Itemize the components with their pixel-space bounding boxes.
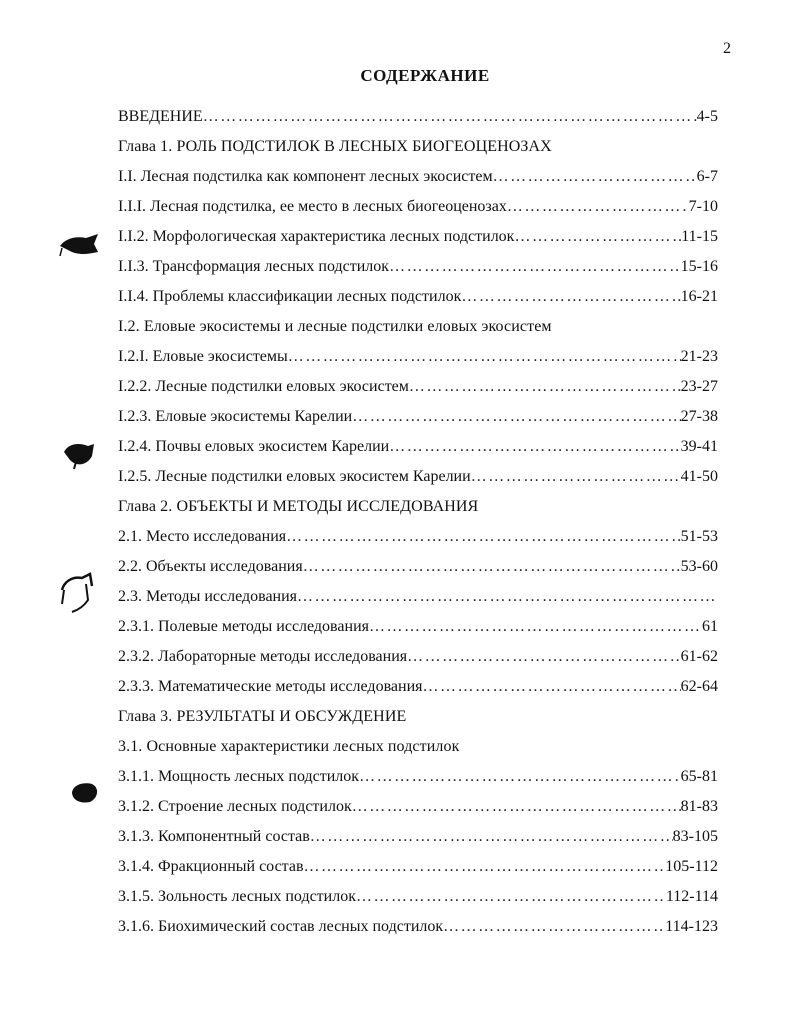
toc-heading bbox=[118, 492, 718, 522]
dot-leader bbox=[203, 102, 697, 132]
entry-label: I.I. Лесная подстилка как компонент лесных экосистем bbox=[118, 168, 493, 185]
toc-entry bbox=[118, 642, 718, 672]
entry-label: Глава 3. РЕЗУЛЬТАТЫ И ОБСУЖДЕНИЕ bbox=[118, 708, 407, 725]
entry-pages: 112-114 bbox=[665, 888, 718, 905]
dot-leader bbox=[356, 882, 666, 912]
entry-pages: 65-81 bbox=[680, 768, 718, 785]
entry-label: 3.1.3. Компонентный состав bbox=[118, 828, 310, 845]
entry-label: I.I.3. Трансформация лесных подстилок bbox=[118, 258, 390, 275]
ink-blot-2 bbox=[62, 440, 96, 470]
toc-entry bbox=[118, 552, 718, 582]
dot-leader bbox=[407, 642, 681, 672]
toc-entry bbox=[118, 342, 718, 372]
entry-label: I.2.I. Еловые экосистемы bbox=[118, 348, 288, 365]
toc-entry bbox=[118, 612, 718, 642]
entry-pages: 15-16 bbox=[680, 258, 718, 275]
dot-leader bbox=[443, 912, 665, 942]
entry-label: 3.1.6. Биохимический состав лесных подстилок bbox=[118, 918, 444, 935]
toc-entry bbox=[118, 672, 718, 702]
dot-leader bbox=[304, 852, 666, 882]
entry-pages: 21-23 bbox=[680, 348, 718, 365]
dot-leader bbox=[352, 792, 681, 822]
dot-leader bbox=[389, 432, 680, 462]
dot-leader bbox=[286, 522, 681, 552]
entry-pages: 16-21 bbox=[680, 288, 718, 305]
entry-pages: 83-105 bbox=[672, 828, 718, 845]
toc-entry bbox=[118, 522, 718, 552]
ink-blot-3 bbox=[70, 780, 100, 804]
entry-pages: 105-112 bbox=[665, 858, 718, 875]
entry-pages: 61-62 bbox=[680, 648, 718, 665]
entry-pages: 27-38 bbox=[680, 408, 718, 425]
dot-leader bbox=[461, 282, 680, 312]
dot-leader bbox=[423, 672, 681, 702]
entry-pages: 61 bbox=[702, 618, 718, 635]
toc-entry bbox=[118, 282, 718, 312]
entry-label: 2.3.3. Математические методы исследования bbox=[118, 678, 423, 695]
toc-entry bbox=[118, 882, 718, 912]
dot-leader bbox=[514, 222, 681, 252]
entry-pages: 62-64 bbox=[680, 678, 718, 695]
entry-pages: 7-10 bbox=[688, 198, 718, 215]
toc-entry bbox=[118, 912, 718, 942]
entry-pages: 6-7 bbox=[696, 168, 718, 185]
dot-leader bbox=[409, 372, 681, 402]
toc-entry bbox=[118, 762, 718, 792]
entry-label: I.I.I. Лесная подстилка, ее место в лесных биогеоценозах bbox=[118, 198, 507, 215]
entry-label: I.2. Еловые экосистемы и лесные подстилки еловых экосистем bbox=[118, 318, 552, 335]
dot-leader bbox=[359, 762, 681, 792]
toc-entry bbox=[118, 462, 718, 492]
toc-heading bbox=[118, 702, 718, 732]
toc-entry bbox=[118, 192, 718, 222]
dot-leader bbox=[352, 402, 680, 432]
toc-entry bbox=[118, 162, 718, 192]
dot-leader bbox=[303, 552, 681, 582]
entry-label: ВВЕДЕНИЕ bbox=[118, 108, 203, 125]
toc-entry bbox=[118, 852, 718, 882]
entry-label: I.2.2. Лесные подстилки еловых экосистем bbox=[118, 378, 409, 395]
entry-label: Глава 2. ОБЪЕКТЫ И МЕТОДЫ ИССЛЕДОВАНИЯ bbox=[118, 498, 479, 515]
entry-label: 2.2. Объекты исследования bbox=[118, 558, 303, 575]
entry-pages: 41-50 bbox=[680, 468, 718, 485]
ink-blot-1 bbox=[58, 232, 100, 258]
entry-pages: 11-15 bbox=[681, 228, 718, 245]
toc-heading bbox=[118, 732, 718, 762]
toc-heading bbox=[118, 312, 718, 342]
toc-entry bbox=[118, 432, 718, 462]
entry-pages: 114-123 bbox=[665, 918, 718, 935]
toc-entry bbox=[118, 402, 718, 432]
entry-label: 2.3.2. Лабораторные методы исследования bbox=[118, 648, 408, 665]
entry-pages: 51-53 bbox=[680, 528, 718, 545]
dot-leader bbox=[507, 192, 689, 222]
entry-label: I.I.2. Морфологическая характеристика лесных подстилок bbox=[118, 228, 515, 245]
toc-entry bbox=[118, 102, 718, 132]
entry-pages: 53-60 bbox=[680, 558, 718, 575]
toc-heading bbox=[118, 132, 718, 162]
entry-label: 3.1.1. Мощность лесных подстилок bbox=[118, 768, 360, 785]
entry-pages: 81-83 bbox=[680, 798, 718, 815]
dot-leader bbox=[493, 162, 697, 192]
entry-label: Глава 1. РОЛЬ ПОДСТИЛОК В ЛЕСНЫХ БИОГЕОЦЕНОЗАХ bbox=[118, 138, 552, 155]
entry-label: 3.1.4. Фракционный состав bbox=[118, 858, 304, 875]
dot-leader bbox=[369, 612, 702, 642]
dot-leader bbox=[297, 582, 718, 612]
entry-label: 2.3.1. Полевые методы исследования bbox=[118, 618, 369, 635]
entry-label: I.I.4. Проблемы классификации лесных подстилок bbox=[118, 288, 462, 305]
hair-mark bbox=[56, 570, 98, 614]
dot-leader bbox=[310, 822, 673, 852]
entry-label: I.2.3. Еловые экосистемы Карелии bbox=[118, 408, 353, 425]
dot-leader bbox=[389, 252, 681, 282]
entry-label: 2.1. Место исследования bbox=[118, 528, 287, 545]
page-title: СОДЕРЖАНИЕ bbox=[360, 66, 490, 85]
dot-leader bbox=[288, 342, 681, 372]
entry-pages: 23-27 bbox=[680, 378, 718, 395]
entry-label: 3.1.5. Зольность лесных подстилок bbox=[118, 888, 356, 905]
dot-leader bbox=[471, 462, 681, 492]
entry-label: 3.1. Основные характеристики лесных подстилок bbox=[118, 738, 460, 755]
entry-label: 3.1.2. Строение лесных подстилок bbox=[118, 798, 352, 815]
toc-entry bbox=[118, 582, 718, 612]
entry-label: 2.3. Методы исследования bbox=[118, 588, 298, 605]
toc-entry bbox=[118, 372, 718, 402]
entry-label: I.2.5. Лесные подстилки еловых экосистем Карелии bbox=[118, 468, 471, 485]
entry-label: I.2.4. Почвы еловых экосистем Карелии bbox=[118, 438, 390, 455]
entry-pages: 4-5 bbox=[696, 108, 718, 125]
entry-pages: 39-41 bbox=[680, 438, 718, 455]
toc-entry bbox=[118, 792, 718, 822]
toc-entry bbox=[118, 222, 718, 252]
toc-entry bbox=[118, 822, 718, 852]
toc-entry bbox=[118, 252, 718, 282]
table-of-contents bbox=[118, 102, 718, 942]
page-number: 2 bbox=[723, 40, 731, 57]
